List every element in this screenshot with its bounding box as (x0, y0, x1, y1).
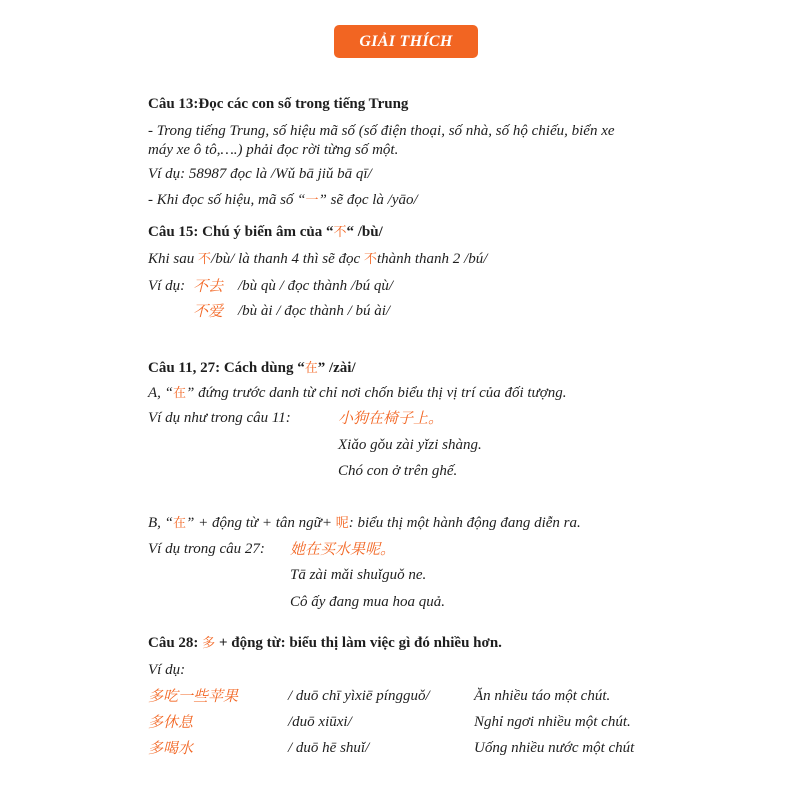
chinese-char: 不 (363, 252, 377, 267)
section-11-example-pinyin: Xiǎo gǒu zài yǐzi shàng. (338, 437, 482, 453)
chinese-char: 在 (304, 361, 318, 376)
text: ” /zài/ (317, 360, 356, 376)
text: “ /bù/ (346, 224, 383, 240)
text: Khi sau (148, 251, 199, 267)
text: thành thanh 2 /bú/ (376, 251, 488, 267)
section-13-paragraph-line2: máy xe ô tô,….) phải đọc rời từng số một. (148, 142, 399, 158)
section-27-part-b (148, 514, 581, 533)
text: - Khi đọc số hiệu, mã số “ (148, 192, 306, 208)
section-28-row-2-pinyin: /duō xiūxi/ (288, 714, 352, 730)
section-11-example-chinese: 小狗在椅子上。 (338, 409, 444, 427)
section-27-example-chinese: 她在买水果呢。 (290, 540, 396, 558)
section-13-title: Câu 13:Đọc các con số trong tiếng Trung (148, 96, 409, 112)
section-28-title (148, 634, 502, 653)
section-15-title (148, 223, 383, 242)
section-28-row-1-translation: Ăn nhiều táo một chút. (474, 688, 611, 704)
giai-thich-header-button: GIẢI THÍCH (334, 25, 478, 58)
section-28-row-3-pinyin: / duō hē shuǐ/ (288, 740, 370, 756)
section-11-example-translation: Chó con ở trên ghế. (338, 463, 458, 479)
section-15-example-2-chinese: 不爱 (193, 302, 224, 320)
section-15-example-2-text: /bù ài / đọc thành / bú ài/ (238, 303, 391, 319)
section-28-row-2-translation: Nghỉ ngơi nhiều một chút. (474, 714, 631, 730)
section-27-example-label: Ví dụ trong câu 27: (148, 541, 265, 557)
chinese-char: 呢 (335, 516, 349, 531)
section-13-example: Ví dụ: 58987 đọc là /Wǔ bā jiǔ bā qī/ (148, 166, 372, 182)
chinese-char: 在 (173, 516, 187, 531)
section-11-part-a (148, 384, 567, 403)
section-13-note (148, 191, 418, 210)
text: Câu 28: (148, 635, 203, 651)
section-28-row-2-chinese: 多休息 (148, 713, 194, 731)
section-15-rule (148, 250, 487, 269)
section-15-example-label: Ví dụ: (148, 278, 186, 294)
section-28-example-label: Ví dụ: (148, 662, 186, 678)
section-13-paragraph-line1: - Trong tiếng Trung, số hiệu mã số (số điện thoại, số nhà, số hộ chiếu, biển xe (148, 123, 615, 139)
text: Câu 15: Chú ý biến âm của “ (148, 224, 334, 240)
section-15-example-1-text: /bù qù / đọc thành /bú qù/ (238, 278, 393, 294)
section-28-row-3-chinese: 多喝水 (148, 739, 194, 757)
section-28-row-1-chinese: 多吃一些苹果 (148, 687, 239, 705)
text: /bù/ là thanh 4 thì sẽ đọc (211, 251, 364, 267)
section-15-example-1-chinese: 不去 (193, 277, 224, 295)
section-11-27-title (148, 359, 356, 378)
text: : biểu thị một hành động đang diễn ra. (348, 515, 581, 531)
section-28-row-3-translation: Uống nhiều nước một chút (474, 740, 635, 756)
text: + động từ: biểu thị làm việc gì đó nhiều hơn. (215, 635, 502, 651)
text: A, “ (148, 385, 174, 401)
section-28-row-1-pinyin: / duō chī yìxiē píngguǒ/ (288, 688, 430, 704)
chinese-char: 在 (173, 386, 187, 401)
section-27-example-pinyin: Tā zài mǎi shuǐguǒ ne. (290, 567, 427, 583)
chinese-char: 不 (198, 252, 212, 267)
text: B, “ (148, 515, 174, 531)
chinese-char: 多 (202, 636, 216, 651)
text: ” sẽ đọc là /yāo/ (318, 192, 418, 208)
text: Câu 11, 27: Cách dùng “ (148, 360, 305, 376)
chinese-char: 不 (333, 225, 347, 240)
text: ” + động từ + tân ngữ+ (186, 515, 336, 531)
section-11-example-label: Ví dụ như trong câu 11: (148, 410, 291, 426)
section-27-example-translation: Cô ấy đang mua hoa quả. (290, 594, 445, 610)
chinese-char: 一 (305, 193, 319, 208)
text: ” đứng trước danh từ chỉ nơi chốn biểu thị vị trí của đối tượng. (186, 385, 567, 401)
